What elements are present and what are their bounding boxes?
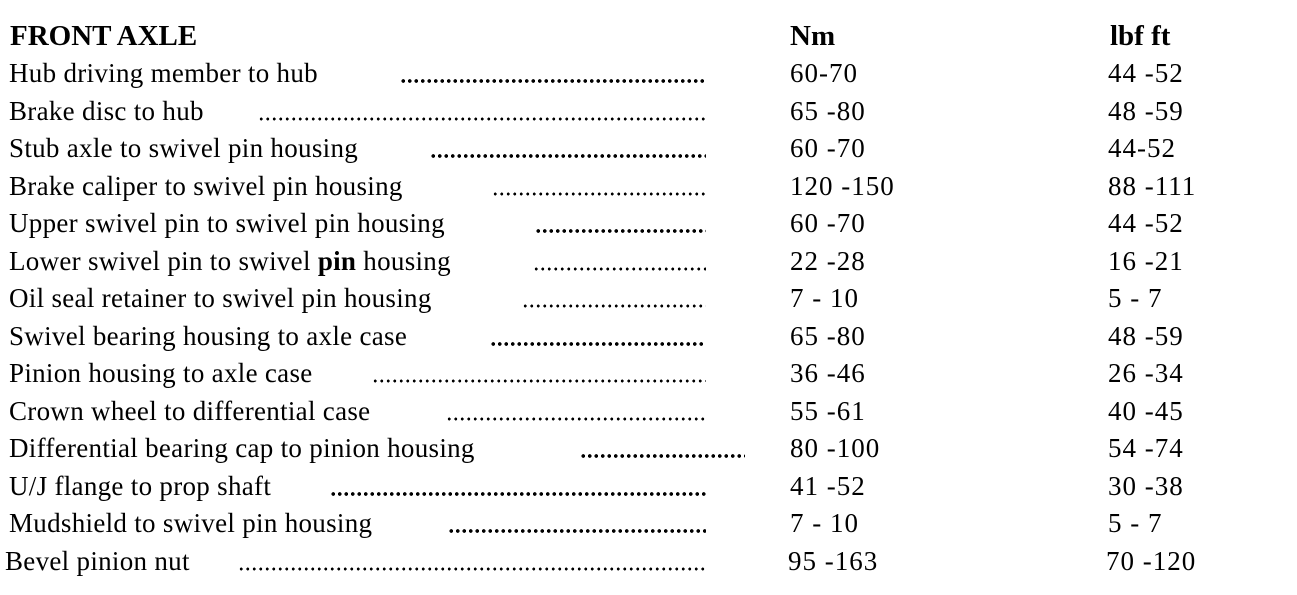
table-row	[0, 205, 1297, 243]
row-value-lbf-ft: 48 -59	[1108, 95, 1184, 126]
row-description: Brake caliper to swivel pin housing	[9, 170, 403, 201]
column-header-lbf-ft: lbf ft	[1110, 20, 1171, 52]
row-description: Upper swivel pin to swivel pin housing	[9, 208, 445, 238]
dot-leader	[492, 192, 706, 196]
dot-leader	[448, 529, 706, 533]
row-value-lbf-ft: 40 -45	[1108, 395, 1184, 426]
table-row	[0, 505, 1297, 543]
row-value-lbf-ft: 44-52	[1108, 133, 1176, 163]
row-value-lbf-ft: 70 -120	[1106, 545, 1197, 576]
row-value-nm: 60 -70	[790, 208, 866, 238]
dot-leader	[430, 154, 706, 158]
row-description-text: housing	[356, 245, 451, 276]
row-value-nm: 7 - 10	[790, 283, 859, 313]
dot-leader	[490, 342, 706, 346]
row-description: Oil seal retainer to swivel pin housing	[9, 283, 432, 313]
dot-leader	[535, 229, 706, 233]
row-description: Differential bearing cap to pinion housing	[9, 433, 475, 463]
table-row	[0, 318, 1297, 356]
table-row	[0, 543, 1297, 581]
row-value-nm: 60-70	[790, 58, 858, 88]
column-header-nm: Nm	[790, 20, 836, 52]
dot-leader	[580, 454, 745, 458]
row-value-nm: 95 -163	[788, 545, 879, 576]
table-row	[0, 243, 1297, 281]
row-description: Pinion housing to axle case	[9, 358, 313, 388]
dot-leader	[400, 79, 706, 83]
table-row	[0, 355, 1297, 393]
torque-table	[0, 55, 1297, 580]
row-value-nm: 55 -61	[790, 395, 866, 426]
table-row	[0, 280, 1297, 318]
dot-leader	[238, 567, 706, 571]
table-row	[0, 168, 1297, 206]
row-value-nm: 65 -80	[790, 320, 866, 351]
row-description: Bevel pinion nut	[5, 545, 190, 576]
row-value-nm: 60 -70	[790, 133, 866, 163]
row-value-nm: 80 -100	[790, 433, 881, 463]
row-value-lbf-ft: 5 - 7	[1108, 508, 1163, 538]
row-value-lbf-ft: 30 -38	[1108, 470, 1184, 501]
row-value-nm: 120 -150	[790, 170, 895, 201]
row-value-nm: 22 -28	[790, 245, 866, 276]
dot-leader	[372, 379, 706, 383]
dot-leader	[533, 267, 706, 271]
row-value-lbf-ft: 48 -59	[1108, 320, 1184, 351]
row-value-lbf-ft: 44 -52	[1108, 58, 1184, 88]
row-description: U/J flange to prop shaft	[9, 470, 272, 501]
row-description: Crown wheel to differential case	[9, 395, 371, 426]
row-value-nm: 41 -52	[790, 470, 866, 501]
table-row	[0, 468, 1297, 506]
row-description: Mudshield to swivel pin housing	[9, 508, 373, 538]
row-value-lbf-ft: 54 -74	[1108, 433, 1184, 463]
table-row	[0, 93, 1297, 131]
row-value-lbf-ft: 44 -52	[1108, 208, 1184, 238]
row-value-lbf-ft: 88 -111	[1108, 170, 1197, 201]
row-description: Brake disc to hub	[9, 95, 204, 126]
row-description: Stub axle to swivel pin housing	[9, 133, 359, 163]
row-description	[9, 243, 451, 280]
dot-leader	[446, 417, 706, 421]
section-title: FRONT AXLE	[10, 20, 198, 52]
table-row	[0, 430, 1297, 468]
row-value-lbf-ft: 26 -34	[1108, 358, 1184, 388]
row-value-lbf-ft: 5 - 7	[1108, 283, 1163, 313]
row-value-lbf-ft: 16 -21	[1108, 245, 1184, 276]
table-row	[0, 55, 1297, 93]
row-description-text: Lower swivel pin to swivel	[9, 245, 318, 276]
dot-leader	[258, 117, 706, 121]
row-description: Hub driving member to hub	[9, 58, 318, 88]
row-description-emphasis: pin	[317, 245, 357, 276]
dot-leader	[522, 304, 706, 308]
row-value-nm: 36 -46	[790, 358, 866, 388]
table-row	[0, 393, 1297, 431]
row-value-nm: 65 -80	[790, 95, 866, 126]
row-description: Swivel bearing housing to axle case	[9, 320, 408, 351]
dot-leader	[330, 492, 706, 496]
row-value-nm: 7 - 10	[790, 508, 859, 538]
table-row	[0, 130, 1297, 168]
